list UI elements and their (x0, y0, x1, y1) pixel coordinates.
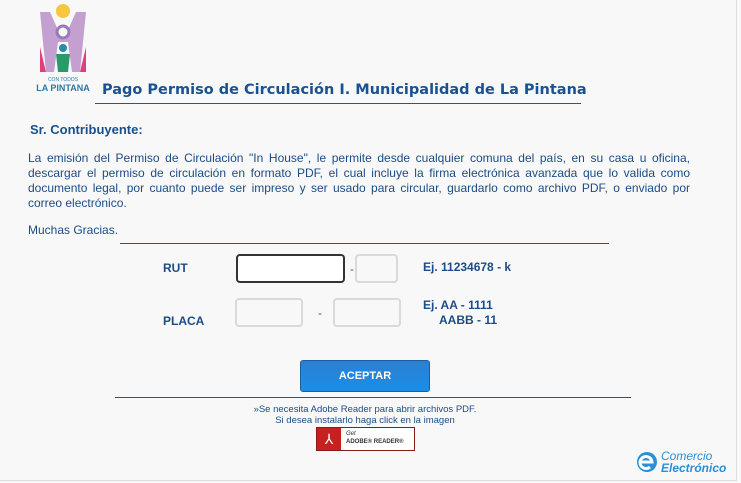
placa-numbers-input[interactable] (333, 298, 401, 327)
e-icon (636, 451, 658, 473)
get-adobe-reader-link[interactable] (316, 427, 415, 451)
intro-paragraph: La emisión del Permiso de Circulación "In House", le permite desde cualquier comuna del país, en su casa u oficina, descargar el permiso de circulación en formato PDF, el cual incluye la firma electrónica avanzada que lo valida como documento legal, por cuanto puede ser impreso y ser usado para circular, guardarlo como archivo PDF, o enviado por correo electrónico. (28, 151, 690, 210)
placa-separator: - (318, 306, 322, 320)
form-divider-bottom (115, 397, 631, 398)
greeting: Sr. Contribuyente: (30, 122, 143, 137)
adobe-note-2: Si desea instalarlo haga click en la imagen (275, 415, 455, 426)
logo-text-top: CON TODOS (47, 77, 79, 83)
la-pintana-logo (28, 2, 98, 92)
brand-line-1: Comercio (661, 449, 713, 463)
rut-label: RUT (163, 261, 188, 275)
logo-text-bottom: LA PINTANA (36, 83, 90, 93)
comercio-electronico-logo (636, 450, 726, 474)
rut-example: Ej. 11234678 - k (423, 260, 512, 274)
placa-label: PLACA (163, 314, 205, 328)
adobe-note-1: »Se necesita Adobe Reader para abrir archivos PDF. (253, 404, 477, 415)
adobe-pdf-icon: ⅄ (317, 428, 341, 450)
rut-input[interactable] (236, 254, 345, 283)
placa-example-1: Ej. AA - 1111 (423, 298, 493, 312)
rut-separator: - (350, 262, 354, 276)
brand-line-2: Electrónico (661, 461, 727, 475)
adobe-get: Get (346, 431, 356, 437)
form-divider-top (120, 243, 609, 244)
title-divider (95, 103, 581, 104)
rut-dv-input[interactable] (355, 254, 398, 283)
thanks-text: Muchas Gracias. (28, 223, 119, 237)
accept-button[interactable]: ACEPTAR (300, 360, 430, 392)
page-title: Pago Permiso de Circulación I. Municipalidad de La Pintana (102, 82, 587, 98)
placa-example-2: AABB - 11 (439, 313, 498, 327)
placa-letters-input[interactable] (235, 298, 303, 327)
adobe-name: ADOBE® READER® (346, 439, 404, 445)
